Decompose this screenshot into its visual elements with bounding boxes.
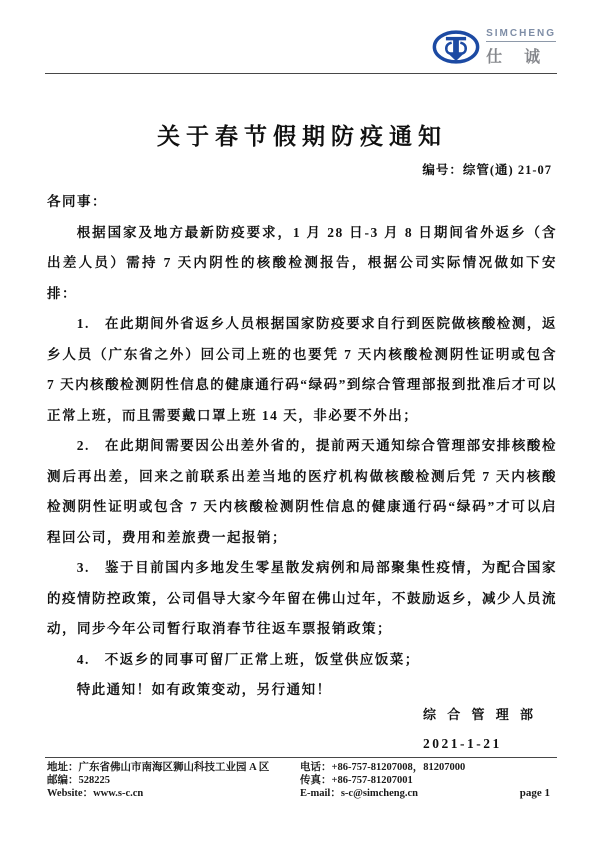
footer-email-row xyxy=(300,787,465,800)
footer-phone-row xyxy=(300,761,465,774)
phone-value: +86-757-81207008，81207000 xyxy=(331,762,466,773)
document-body xyxy=(47,187,557,706)
logo-text xyxy=(486,28,556,67)
footer-fax-row xyxy=(300,774,465,787)
sc-ellipse-monogram-icon xyxy=(431,26,481,68)
closing-line: 特此通知！如有政策变动，另行通知！ xyxy=(76,682,332,697)
doc-number: 编号：综管(通) 21-07 xyxy=(422,163,552,177)
footer-postcode-row xyxy=(47,774,269,787)
fax-label: 传真： xyxy=(300,775,332,786)
paragraph-2: 2. 在此期间需要因公出差外省的，提前两天通知综合管理部安排核酸检测后再出差，回来之前联系出差当地的医疗机构做核酸检测后凭 7 天内核酸检测阴性证明或包含 7 天内核酸检测阴性信息的健康通行码“绿码”才可以启程回公司，费用和差旅费一起报销； xyxy=(47,438,557,545)
signature-date: 2021-1-21 xyxy=(423,736,502,751)
logo-brand-en: SIMCHENG xyxy=(486,28,556,42)
signature-block xyxy=(423,704,537,752)
email-value: s-c@simcheng.cn xyxy=(340,788,418,799)
website-label: Website： xyxy=(47,788,94,799)
footer-divider xyxy=(45,757,557,758)
address-value: 广东省佛山市南海区狮山科技工业园 A 区 xyxy=(78,762,270,773)
paragraph-intro: 根据国家及地方最新防疫要求，1 月 28 日-3 月 8 日期间省外返乡（含出差人员）需持 7 天内阴性的核酸检测报告，根据公司实际情况做如下安排： xyxy=(47,224,557,301)
logo-brand-cn: 仕 诚 xyxy=(486,48,550,66)
paragraph-1: 1. 在此期间外省返乡人员根据国家防疫要求自行到医院做核酸检测，返乡人员（广东省之外）回公司上班的也要凭 7 天内核酸检测阴性证明或包含 7 天内核酸检测阴性信息的健康通行码“绿码”到综合管理部报到批准后才可以正常上班，而且需要戴口罩上班 14 天，非必要不外出； xyxy=(47,316,557,423)
paragraph-3: 3. 鉴于目前国内多地发生零星散发病例和局部聚集性疫情，为配合国家的疫情防控政策，公司倡导大家今年留在佛山过年，不鼓励返乡，减少人员流动，同步今年公司暂行取消春节往返车票报销政策； xyxy=(47,560,557,636)
email-label: E-mail： xyxy=(300,788,341,799)
paragraph-4: 4. 不返乡的同事可留厂正常上班，饭堂供应饭菜； xyxy=(76,651,420,667)
fax-value: +86-757-81207001 xyxy=(331,775,413,786)
company-logo xyxy=(431,26,556,68)
footer-website-row xyxy=(47,787,269,800)
postcode-value: 528225 xyxy=(78,775,110,786)
document-title: 关于春节假期防疫通知 xyxy=(157,124,447,149)
page-number: page 1 xyxy=(519,787,550,799)
footer-left-column xyxy=(47,761,269,800)
phone-label: 电话： xyxy=(300,762,332,773)
address-label: 地址： xyxy=(47,762,79,773)
postcode-label: 邮编： xyxy=(47,775,79,786)
header-divider xyxy=(45,73,557,74)
signature-department: 综 合 管 理 部 xyxy=(423,707,538,722)
salutation: 各同事： xyxy=(47,194,107,209)
website-value: www.s-c.cn xyxy=(93,788,144,799)
footer-right-column xyxy=(300,761,465,800)
footer-address-row xyxy=(47,761,269,774)
